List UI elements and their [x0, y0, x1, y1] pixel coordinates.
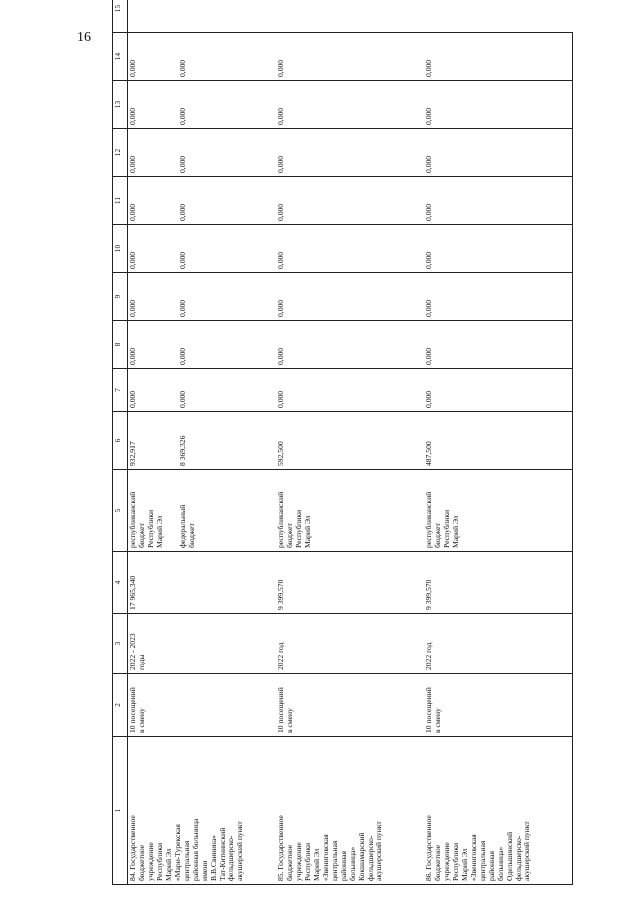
value: 0,000 [178, 155, 187, 173]
col-header-5: 5 [113, 470, 128, 552]
value: 0,000 [178, 299, 187, 317]
value-cell-13: 0,000 [424, 129, 573, 177]
capacity-cell: 10 посещений в смену [424, 674, 573, 737]
value: 0,000 [128, 251, 137, 269]
value: 932,917 [128, 441, 137, 466]
cost-cell: 17 965,340 [128, 552, 277, 614]
period-cell: 2022 - 2023 годы [128, 614, 277, 674]
value-cell-15: 0,000 [424, 33, 573, 81]
capacity-cell: 10 посещений в смену [276, 674, 424, 737]
col-header-2: 2 [113, 674, 128, 737]
program-table [112, 0, 573, 885]
value: 0,000 [178, 203, 187, 221]
value: 0,000 [128, 390, 137, 408]
source-name: федеральный бюджет [178, 504, 196, 548]
value-cell-12: 0,000 [276, 177, 424, 225]
institution-cell [128, 737, 277, 885]
col-header-8: 8 [113, 321, 128, 369]
institution-name: Государственное бюджетное учреждение Республики Марий Эл «Звениговская центральная районная больница» Одельшинский фельдшерско- акушерский пункт [424, 815, 532, 881]
value-cell-13: 0,000 [276, 129, 424, 177]
col-header-3: 3 [113, 614, 128, 674]
value: 0,000 [178, 107, 187, 125]
source-cell [128, 470, 277, 552]
period-cell: 2022 год [276, 614, 424, 674]
header-row [113, 0, 128, 885]
value: 0,000 [178, 390, 187, 408]
value-cell-14 [128, 81, 277, 129]
value-cell-10 [128, 273, 277, 321]
col-header-9: 9 [113, 273, 128, 321]
value: 0,000 [178, 347, 187, 365]
row-number: 85. [276, 871, 285, 881]
value-cell-10: 0,000 [276, 273, 424, 321]
value-cell-11: 0,000 [276, 225, 424, 273]
value: 0,000 [128, 59, 137, 77]
institution-name: Государственное бюджетное учреждение Республики Марий Эл «Звениговская центральная районная больница» Кокшамарский фельдшерско- акушерский пункт [276, 815, 384, 881]
value-cell-7 [128, 412, 277, 470]
value-cell-13 [128, 129, 277, 177]
col-header-14: 14 [113, 33, 128, 81]
value-cell-7: 592,500 [276, 412, 424, 470]
cost-cell: 9 399,570 [424, 552, 573, 614]
col-header-15: 15 [113, 0, 128, 33]
value-cell-11 [128, 225, 277, 273]
cost-cell: 9 399,570 [276, 552, 424, 614]
value-cell-12: 0,000 [424, 177, 573, 225]
value-cell-11: 0,000 [424, 225, 573, 273]
value-cell-14: 0,000 [424, 81, 573, 129]
value-cell-9 [128, 321, 277, 369]
value-cell-15 [128, 33, 277, 81]
row-number: 84. [128, 871, 137, 881]
source-cell: республиканский бюджет Республики Марий Эл [276, 470, 424, 552]
institution-cell [276, 737, 424, 885]
value-cell-9: 0,000 [276, 321, 424, 369]
source-name: республиканский бюджет Республики Марий Эл [128, 491, 164, 548]
period-cell: 2022 год [424, 614, 573, 674]
col-header-11: 11 [113, 177, 128, 225]
col-header-7: 7 [113, 369, 128, 412]
value: 0,000 [128, 299, 137, 317]
value-cell-7: 487,500 [424, 412, 573, 470]
value-cell-10: 0,000 [424, 273, 573, 321]
value-cell-14: 0,000 [276, 81, 424, 129]
table-row [276, 0, 424, 885]
value-cell-12 [128, 177, 277, 225]
page-number: 16 [77, 30, 91, 45]
value-cell-8 [128, 369, 277, 412]
institution-cell [424, 737, 573, 885]
value: 0,000 [128, 107, 137, 125]
value-cell-9: 0,000 [424, 321, 573, 369]
rotated-table-container [112, 4, 560, 885]
value: 0,000 [128, 155, 137, 173]
source-cell: республиканский бюджет Республики Марий Эл [424, 470, 573, 552]
col-header-13: 13 [113, 81, 128, 129]
institution-name: Государственное бюджетное учреждение Республики Марий Эл «Мари-Турекская центральная районная больница имени В.В.Свинина» Тат-Китнинский фельдшерско- акушерский пункт [128, 815, 245, 881]
col-header-4: 4 [113, 552, 128, 614]
table-row [424, 0, 573, 885]
col-header-12: 12 [113, 129, 128, 177]
row-number: 86. [424, 871, 433, 881]
col-header-1: 1 [113, 737, 128, 885]
value: 0,000 [178, 251, 187, 269]
table-row [128, 0, 277, 885]
value-cell-8: 0,000 [424, 369, 573, 412]
value: 8 369,326 [178, 435, 187, 466]
value: 0,000 [128, 203, 137, 221]
value: 0,000 [128, 347, 137, 365]
value-cell-8: 0,000 [276, 369, 424, 412]
col-header-10: 10 [113, 225, 128, 273]
value-cell-15: 0,000 [276, 33, 424, 81]
value: 0,000 [178, 59, 187, 77]
col-header-6: 6 [113, 412, 128, 470]
capacity-cell: 10 посещений в смену [128, 674, 277, 737]
